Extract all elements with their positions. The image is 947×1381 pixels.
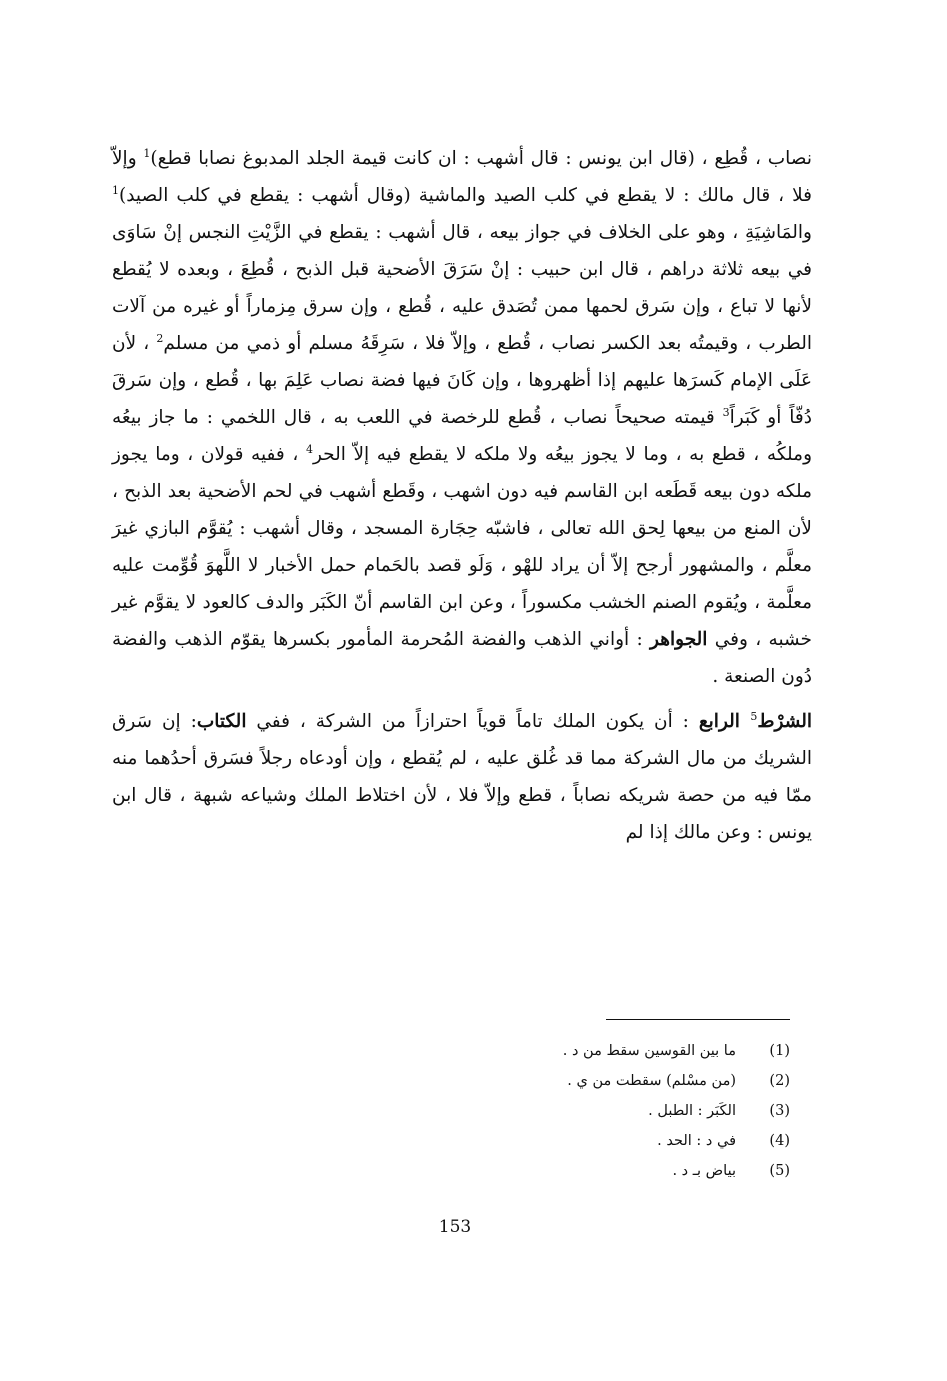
footnote-divider (606, 1019, 790, 1020)
footnote-text: في د : الحد . (657, 1133, 736, 1149)
bold-term: الشرْط (757, 711, 812, 732)
footnote-marker: 1 (112, 183, 119, 197)
text-run: : أن يكون الملك تاماً قوياً احترازاً من الشركة ، ففي (246, 711, 699, 732)
footnotes (300, 1036, 790, 1186)
footnote-marker: 2 (156, 331, 164, 345)
footnote-number: (1) (769, 1043, 790, 1059)
footnote-marker: 3 (722, 405, 730, 419)
text-run: ، لأن عَلَى الإمام كَسرَها عليهم إذا أظهروها ، وإن كَانَ فيها فضة نصاب عَلِمَ بها ، قُطع ، وإن سَرقَ دُفّاً أو كَبَراً (112, 333, 812, 428)
footnote-number: (4) (769, 1133, 790, 1149)
footnote-item (300, 1066, 790, 1096)
text-run: والمَاشِيَةِ ، وهو على الخلاف في جواز بيعه ، قال أشهب : يقطع في الزَّيْتِ النجس إنْ سَاوَى في بيعه ثلاثة دراهم ، قال ابن حبيب : إنْ سَرَقَ الأضحية قبل الذبح ، قُطِعَ ، وبعده لا يُقطع لأنها لا تباع ، وإن سَرق لحمها ممن تُصَدق عليه ، قُطع ، وإن سرق مِزماراً أو غيره من آلات الطرب ، وقيمتُه بعد الكسر نصاب ، قُطع ، وإلاّ فلا ، سَرِقَهُ مسلم أو ذمي من مسلم (112, 222, 812, 354)
paragraph (112, 703, 812, 851)
footnote-text: الكَبَر : الطبل . (648, 1103, 736, 1119)
page-number: 153 (438, 1217, 472, 1237)
footnote-marker: 5 (750, 709, 758, 723)
footnote-marker: 1 (143, 146, 151, 160)
footnote-item (300, 1126, 790, 1156)
footnote-item (300, 1036, 790, 1066)
text-run: : أواني الذهب والفضة المُحرمة المأمور بكسرها يقوّم الذهب والفضة دُون الصنعة . (112, 629, 812, 687)
text-run: وإلاّ فلا ، قال مالك : لا يقطع في كلب الصيد والماشية (وقال أشهب : يقطع في كلب الصيد) (112, 148, 812, 206)
text-run: قيمته صحيحاً نصاب ، قُطع للرخصة في اللعب به ، قال اللخمي : ما جاز بيعُه وملكُه ، قطع به ، وما لا يجوز بيعُه ولا ملكه لا يقطع فيه إلاّ الحر (112, 407, 812, 465)
footnote-number: (3) (769, 1103, 790, 1119)
footnote-text: بياض بـ د . (672, 1163, 736, 1179)
footnote-item (300, 1156, 790, 1186)
text-run: نصاب ، قُطِع ، (قال ابن يونس : قال أشهب : ان كانت قيمة الجلد المدبوغ نصابا قطع) (150, 148, 812, 169)
footnote-marker: 4 (305, 442, 313, 456)
bold-term: الكتاب (196, 711, 247, 732)
bold-term: الجواهر (650, 629, 708, 650)
text-run: ، ففيه قولان ، وما يجوز ملكه دون بيعه قَطَعه ابن القاسم فيه دون اشهب ، وقَطع أشهب في لحم الأضحية بعد الذبح ، لأن المنع من بيعها لِحق الله تعالى ، فاشبّه حِجَارة المسجد ، وقال أشهب : يُقوَّم البازي غيرَ معلَّم ، والمشهور أرجح إلاّ أن يراد للهْو ، وَلَو قصد بالحَمام حمل الأخبار لا اللَّهوَ قُوِّمت عليه معلَّمة ، ويُقوم الصنم الخشب مكسوراً ، وعن ابن القاسم أنّ الكَبَر والدف كالعود لا يقوَّم غير خشبه ، وفي (112, 444, 812, 650)
text-run: : إن سَرق الشريك من مال الشركة مما قد غُلق عليه ، لم يُقطع ، وإن أودعاه رجلاً فسَرق أحدُهما منه ممّا فيه من حصة شريكه نصاباً ، قطع وإلاّ فلا ، لأن اختلاط الملك وشياعه شبهة ، قال ابن يونس : وعن مالك إذا لم (112, 711, 812, 843)
paragraph (112, 140, 812, 695)
footnote-number: (2) (769, 1073, 790, 1089)
footnote-item (300, 1096, 790, 1126)
footnote-number: (5) (769, 1163, 790, 1179)
footnote-text: ما بين القوسين سقط من د . (562, 1043, 736, 1059)
footnote-text: (من مسْلم) سقطت من ي . (567, 1073, 736, 1089)
main-text (112, 140, 812, 851)
bold-term: الرابع (698, 711, 751, 732)
